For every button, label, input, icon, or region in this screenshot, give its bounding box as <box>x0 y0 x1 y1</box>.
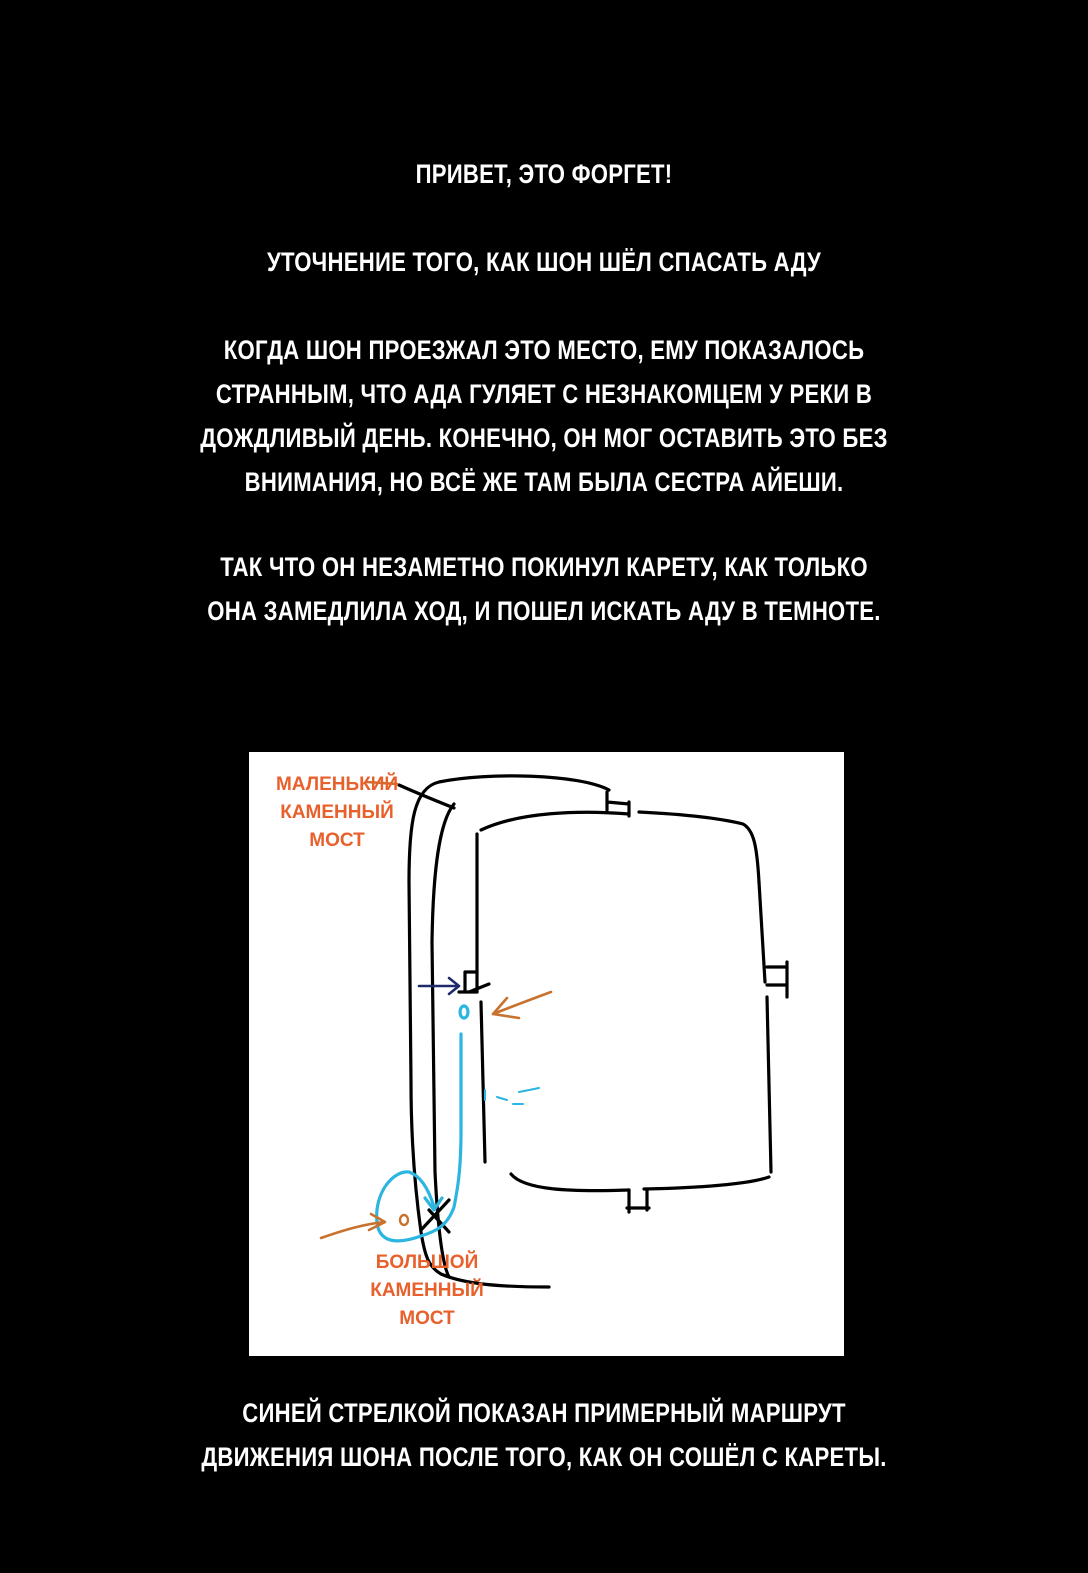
greeting-line: ПРИВЕТ, ЭТО ФОРГЕТ! <box>415 159 673 189</box>
orange-arrow-bridge <box>321 1214 385 1238</box>
estate-left-wall <box>477 834 485 1162</box>
big-bridge-label-line: КАМЕННЫЙ <box>370 1280 484 1301</box>
story-paragraph-1 <box>0 328 1088 504</box>
map-labels <box>276 773 484 1329</box>
orange-arrow-gate <box>493 992 551 1018</box>
small-bridge-label-line: МАЛЕНЬКИЙ <box>275 774 399 795</box>
small-bridge-label-line: КАМЕННЫЙ <box>280 802 394 823</box>
estate-top-wall <box>481 812 759 882</box>
clarification-line: УТОЧНЕНИЕ ТОГО, КАК ШОН ШЁЛ СПАСАТЬ АДУ <box>266 247 822 277</box>
gate-left <box>459 972 489 992</box>
navy-arrow <box>419 978 459 994</box>
story-line: ДОЖДЛИВЫЙ ДЕНЬ. КОНЕЧНО, ОН МОГ ОСТАВИТЬ ЭТО БЕЗ <box>200 423 888 453</box>
route-map-drawing <box>249 752 844 1356</box>
orange-circle <box>400 1215 408 1225</box>
caption-text <box>0 1391 1088 1479</box>
story-line: ВНИМАНИЯ, НО ВСЁ ЖЕ ТАМ БЫЛА СЕСТРА АЙЕШИ. <box>244 467 844 497</box>
small-bridge-label-line: МОСТ <box>309 830 365 851</box>
route-stray-marks <box>485 1088 539 1104</box>
story-paragraph-2 <box>0 545 1088 633</box>
big-bridge-mark <box>421 1200 449 1232</box>
big-bridge-label-line: БОЛЬШОЙ <box>375 1252 479 1273</box>
gate-bottom <box>627 1190 649 1212</box>
story-line: ОНА ЗАМЕДЛИЛА ХОД, И ПОШЕЛ ИСКАТЬ АДУ В ТЕМНОТЕ. <box>207 596 881 626</box>
route-start-circle <box>460 1006 468 1018</box>
estate-bottom-wall <box>511 1174 769 1191</box>
road-network <box>399 776 787 1287</box>
story-line: ТАК ЧТО ОН НЕЗАМЕТНО ПОКИНУЛ КАРЕТУ, КАК ТОЛЬКО <box>220 552 868 582</box>
gate-right <box>767 962 787 997</box>
caption-line: СИНЕЙ СТРЕЛКОЙ ПОКАЗАН ПРИМЕРНЫЙ МАРШРУТ <box>242 1398 846 1428</box>
clarification-text <box>0 240 1088 284</box>
route-path <box>377 1006 539 1241</box>
greeting-text <box>0 152 1088 196</box>
story-line: КОГДА ШОН ПРОЕЗЖАЛ ЭТО МЕСТО, ЕМУ ПОКАЗАЛОСЬ <box>223 335 865 365</box>
caption-line: ДВИЖЕНИЯ ШОНА ПОСЛЕ ТОГО, КАК ОН СОШЁЛ С КАРЕТЫ. <box>201 1442 887 1472</box>
route-map-diagram <box>249 752 844 1356</box>
big-bridge-label-line: МОСТ <box>399 1308 455 1329</box>
story-line: СТРАННЫМ, ЧТО АДА ГУЛЯЕТ С НЕЗНАКОМЦЕМ У РЕКИ В <box>215 379 873 409</box>
estate-right-wall <box>759 882 771 1172</box>
